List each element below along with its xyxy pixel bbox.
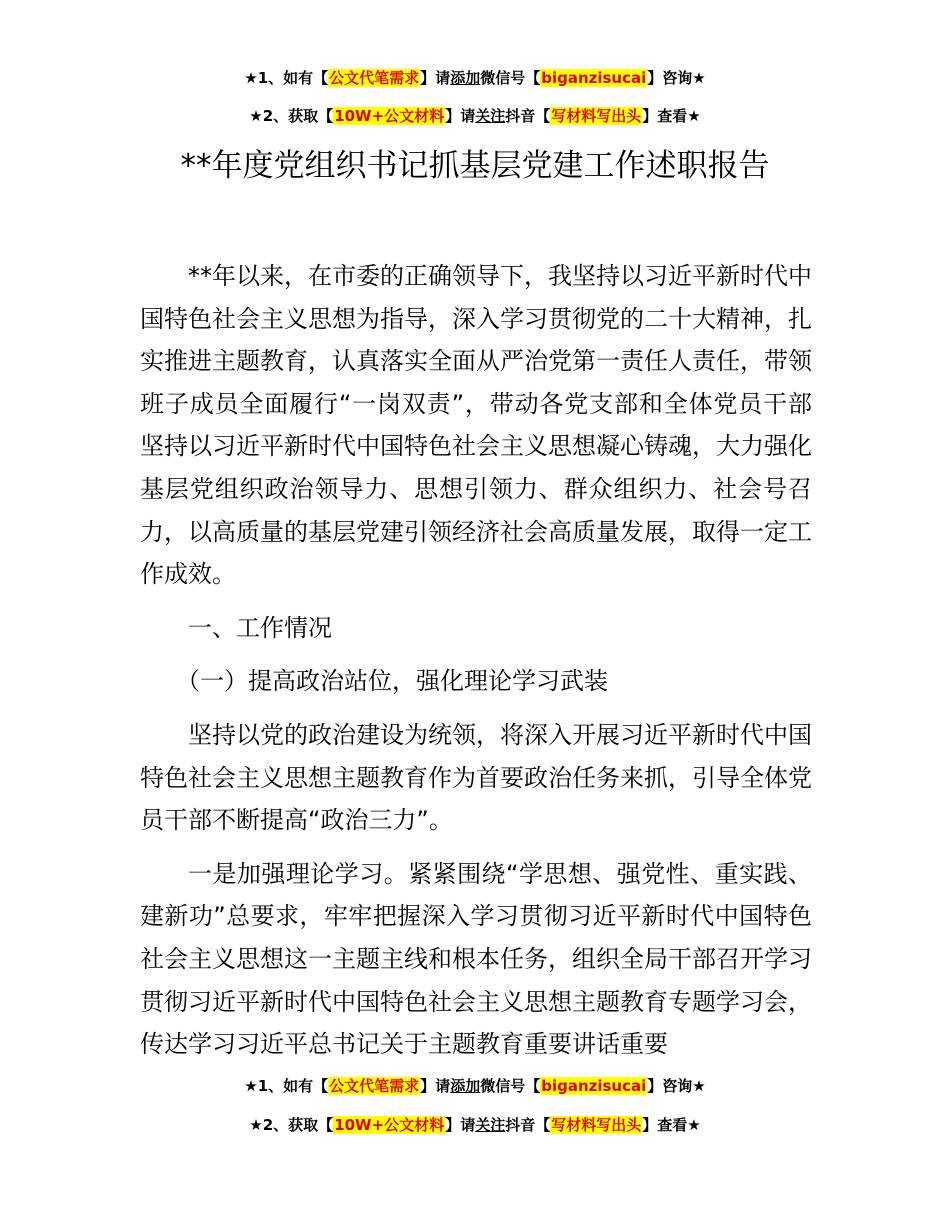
banner-text: 】查看★ [642,1116,701,1134]
banner-text: 微信号【 [480,1077,541,1095]
banner-highlight: 10W+公文材料 [334,107,445,125]
banner-line-1-top [0,68,950,88]
banner-text: 】查看★ [642,107,701,125]
banner-text: ★2、获取【 [249,1116,334,1134]
banner-underline-text: 添加 [450,69,481,87]
banner-text: ★2、获取【 [249,107,334,125]
banner-text: 】咨询★ [647,1077,706,1095]
banner-text: ★1、如有【 [244,69,329,87]
banner-highlight: 公文代笔需求 [329,1077,420,1095]
banner-text: 微信号【 [480,69,541,87]
subsection-heading: （一）提高政治站位，强化理论学习武装 [176,667,608,696]
document-body [140,255,812,1066]
banner-line-2-top [0,106,950,126]
banner-text: 抖音【 [505,1116,551,1134]
banner-line-1-bottom [0,1076,950,1096]
banner-highlight: 10W+公文材料 [334,1116,445,1134]
paragraph-intro: **年以来，在市委的正确领导下，我坚持以习近平新时代中国特色社会主义思想为指导，深入学习贯彻党的二十大精神，扎实推进主题教育，认真落实全面从严治党第一责任人责任，带领班子成员全面履行“一岗双责”，带动各党支部和全体党员干部坚持以习近平新时代中国特色社会主义思想凝心铸魂，大力强化基层党组织政治领导力、思想引领力、群众组织力、社会号召力，以高质量的基层党建引领经济社会高质量发展，取得一定工作成效。 [140,262,812,589]
banner-highlight: 公文代笔需求 [329,69,420,87]
paragraph: 坚持以党的政治建设为统领，将深入开展习近平新时代中国特色社会主义思想主题教育作为首要政治任务来抓，引导全体党员干部不断提高“政治三力”。 [140,720,812,835]
banner-underline-text: 添加 [450,1077,481,1095]
banner-wechat-id: biganzisucai [541,1077,647,1095]
banner-wechat-id: biganzisucai [541,69,647,87]
banner-underline-text: 关注 [475,1116,506,1134]
banner-text: 】请 [445,1116,476,1134]
banner-douyin-id: 写材料写出头 [551,107,642,125]
document-title: **年度党组织书记抓基层党建工作述职报告 [180,148,770,184]
banner-douyin-id: 写材料写出头 [551,1116,642,1134]
banner-text: 】请 [420,1077,451,1095]
section-heading: 一、工作情况 [188,613,332,642]
banner-text: 】请 [445,107,476,125]
banner-underline-text: 关注 [475,107,506,125]
banner-line-2-bottom [0,1115,950,1135]
banner-text: 抖音【 [505,107,551,125]
banner-text: ★1、如有【 [244,1077,329,1095]
banner-text: 】请 [420,69,451,87]
banner-text: 】咨询★ [647,69,706,87]
paragraph: 一是加强理论学习。紧紧围绕“学思想、强党性、重实践、建新功”总要求，牢牢把握深入学习贯彻习近平新时代中国特色社会主义思想这一主题主线和根本任务，组织全局干部召开学习贯彻习近平新时代中国特色社会主义思想主题教育专题学习会，传达学习习近平总书记关于主题教育重要讲话重要 [140,859,812,1059]
